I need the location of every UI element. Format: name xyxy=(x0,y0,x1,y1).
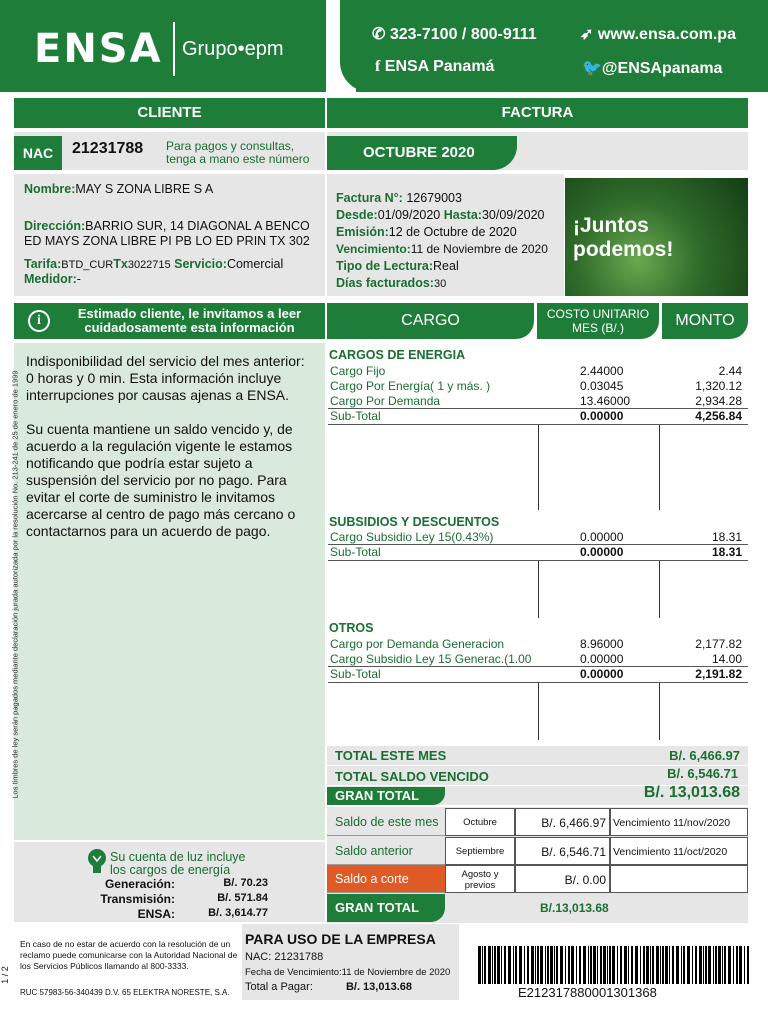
tarifa-label: Tarifa: xyxy=(24,257,62,271)
emision-label: Emisión: xyxy=(336,225,389,239)
barcode-bar xyxy=(728,946,731,984)
barcode-bar xyxy=(550,946,553,984)
barcode-bar xyxy=(739,946,742,984)
luz-value: B/. 571.84 xyxy=(217,892,268,904)
charge-amount: 14.00 xyxy=(711,652,742,666)
luz-title xyxy=(110,851,246,877)
direccion-label: Dirección: xyxy=(24,219,86,233)
desde-label: Desde: xyxy=(336,208,378,222)
barcode-bar xyxy=(494,946,496,984)
barcode-bar xyxy=(718,946,721,984)
barcode-bar xyxy=(590,946,592,984)
barcode-bar xyxy=(646,946,649,984)
barcode-bar xyxy=(695,946,697,984)
barcode-bar xyxy=(687,946,690,984)
grid-line xyxy=(538,425,539,510)
resumen-gran-total-label: GRAN TOTAL xyxy=(327,894,445,922)
luz-label: Transmisión: xyxy=(100,892,175,906)
charge-unit: 0.03045 xyxy=(580,379,624,393)
barcode-bar xyxy=(504,946,506,984)
grid-line xyxy=(659,425,660,510)
charge-row xyxy=(330,394,748,408)
barcode-bar xyxy=(665,946,668,984)
aviso-paragraph-1: Indisponibilidad del servicio del mes anterior: 0 horas y 0 min. Esta información incluye interrupciones por causas ajenas a ENSA. xyxy=(26,353,305,403)
barcode-bar xyxy=(656,946,659,984)
factura-numero-label: Factura N°: xyxy=(336,191,403,205)
subtotal-unit: 0.00000 xyxy=(580,667,624,681)
luz-value: B/. 3,614.77 xyxy=(208,907,268,919)
barcode-bar xyxy=(628,946,629,984)
luz-title-line-1: Su cuenta de luz incluye xyxy=(110,850,246,864)
resumen-gran-total-value: B/.13,013.68 xyxy=(540,901,609,915)
light-bulb-icon xyxy=(86,848,108,876)
barcode-bar xyxy=(484,946,486,984)
barcode-bar xyxy=(650,946,651,984)
aviso-title-bar xyxy=(14,303,325,339)
subtotal-line xyxy=(328,682,748,683)
barcode-bar xyxy=(501,946,502,984)
grid-line xyxy=(538,682,539,740)
otros-title: OTROS xyxy=(329,621,374,635)
charge-amount: 2.44 xyxy=(718,364,742,378)
charge-row xyxy=(330,364,748,378)
resumen-month: Agosto y previos xyxy=(445,865,515,893)
hasta-label: Hasta: xyxy=(443,208,482,222)
energia-title: CARGOS DE ENERGIA xyxy=(329,348,466,362)
cargo-column-header: CARGO xyxy=(327,303,534,339)
send-icon: ➶ xyxy=(580,26,594,43)
resumen-due: Vencimiento 11/nov/2020 xyxy=(610,808,748,836)
empresa-total-label: Total a Pagar: xyxy=(245,981,313,993)
charge-name: Cargo Subsidio Ley 15 Generac.(1.00 xyxy=(330,652,532,666)
monto-column-header: MONTO xyxy=(662,303,748,339)
ensa-logo: ENSA xyxy=(34,26,163,72)
luz-title-line-2: los cargos de energía xyxy=(110,863,231,877)
charge-name: Cargo Fijo xyxy=(330,364,386,378)
barcode-bar xyxy=(631,946,633,984)
charge-name: Cargo por Demanda Generacion xyxy=(330,637,505,651)
charge-unit: 8.96000 xyxy=(580,637,624,651)
barcode-bar xyxy=(554,946,555,984)
barcode-bar xyxy=(652,946,654,984)
footer-note: En caso de no estar de acuerdo con la resolución de un reclamo puede comunicarse con la Autoridad Nacional de los Servicios Públicos llamando al 800-3333. xyxy=(20,939,238,971)
header-right-band xyxy=(340,0,768,92)
vencimiento-value: 11 de Noviembre de 2020 xyxy=(410,242,548,256)
barcode-bar xyxy=(524,946,525,984)
facebook-contact[interactable] xyxy=(375,58,494,76)
charge-name: Cargo Por Energía( 1 y más. ) xyxy=(330,379,491,393)
barcode-bar xyxy=(607,946,608,984)
tarifa-row xyxy=(24,257,283,286)
barcode-bar xyxy=(617,946,618,984)
resumen-amount: B/. 6,546.71 xyxy=(515,837,610,865)
charge-amount: 18.31 xyxy=(711,530,742,544)
costo-column-header xyxy=(537,303,659,339)
barcode-text: E212317880001301368 xyxy=(518,985,657,1000)
barcode-bar xyxy=(576,946,577,984)
tarifa-value: BTD_CUR xyxy=(61,259,114,271)
luz-label: Generación: xyxy=(104,877,175,891)
barcode-bar xyxy=(482,946,483,984)
resumen-label: Saldo de este mes xyxy=(327,808,445,836)
barcode-bar xyxy=(560,946,563,984)
factura-numero: 12679003 xyxy=(406,191,462,205)
barcode-bar xyxy=(545,946,546,984)
barcode-bar xyxy=(597,946,598,984)
hasta-value: 30/09/2020 xyxy=(481,208,545,222)
twitter-icon: 🐦 xyxy=(582,60,602,77)
logo-separator xyxy=(173,22,175,76)
resumen-label: Saldo a corte xyxy=(327,865,445,893)
twitter-contact[interactable] xyxy=(582,58,722,78)
nombre-value: MAY S ZONA LIBRE S A xyxy=(75,182,214,196)
barcode-bar xyxy=(556,946,558,984)
desde-value: 01/09/2020 xyxy=(377,208,441,222)
grid-line xyxy=(538,560,539,618)
page-number: 1 / 2 xyxy=(0,966,10,984)
barcode-bar xyxy=(683,946,685,984)
vencimiento-label: Vencimiento: xyxy=(336,242,411,256)
nac-note-line-1: Para pagos y consultas, xyxy=(166,139,295,153)
direccion-line-1: BARRIO SUR, 14 DIAGONAL A BENCO xyxy=(85,219,310,233)
nac-label: NAC xyxy=(14,136,62,170)
factura-title: FACTURA xyxy=(327,98,748,128)
lectura-value: Real xyxy=(433,259,459,273)
charge-amount: 2,177.82 xyxy=(695,637,742,651)
promo-image xyxy=(565,178,748,296)
resumen-due xyxy=(610,865,748,893)
charge-unit: 13.46000 xyxy=(580,394,631,408)
gran-total-value: B/. 13,013.68 xyxy=(643,784,740,801)
barcode-bar xyxy=(635,946,638,984)
barcode-bar xyxy=(603,946,606,984)
barcode-bar xyxy=(705,946,707,984)
barcode-bar xyxy=(609,946,611,984)
barcode-bar xyxy=(662,946,664,984)
medidor-value: - xyxy=(76,272,81,286)
cliente-title: CLIENTE xyxy=(14,98,325,128)
barcode-bar xyxy=(513,946,514,984)
barcode-bar xyxy=(547,946,549,984)
subtotal-unit: 0.00000 xyxy=(580,409,624,423)
empresa-details xyxy=(245,950,450,995)
barcode-bar xyxy=(699,946,702,984)
barcode-bar xyxy=(515,946,517,984)
barcode-bar xyxy=(568,946,570,984)
total-mes-row xyxy=(327,746,748,765)
charge-row xyxy=(330,379,748,393)
barcode-bar xyxy=(492,946,493,984)
subtotal-label: Sub-Total xyxy=(330,545,381,559)
empresa-total-value: B/. 13,013.68 xyxy=(345,981,412,993)
barcode-bar xyxy=(703,946,704,984)
barcode-bar xyxy=(583,946,586,984)
barcode-bar xyxy=(681,946,682,984)
gran-total-label: GRAN TOTAL xyxy=(327,787,445,805)
grid-line xyxy=(659,560,660,618)
lectura-label: Tipo de Lectura: xyxy=(336,259,434,273)
nombre-label: Nombre: xyxy=(24,182,76,196)
subsidios-title: SUBSIDIOS Y DESCUENTOS xyxy=(329,515,500,529)
charge-amount: 2,934.28 xyxy=(695,394,742,408)
barcode-bar xyxy=(600,946,602,984)
charge-amount: 1,320.12 xyxy=(695,379,742,393)
barcode-bar xyxy=(640,946,641,984)
nac-note xyxy=(166,140,309,166)
info-icon: i xyxy=(28,310,50,332)
subsidios-subtotal xyxy=(330,545,748,559)
resumen-due: Vencimiento 11/oct/2020 xyxy=(610,837,748,865)
resumen-amount: B/. 0.00 xyxy=(515,865,610,893)
barcode-bar xyxy=(593,946,596,984)
barcode-bar xyxy=(571,946,574,984)
barcode-bar xyxy=(519,946,522,984)
phone-icon: ✆ xyxy=(372,26,386,43)
dias-label: Días facturados: xyxy=(336,276,434,290)
barcode-bars xyxy=(478,946,752,984)
phone-contact xyxy=(372,24,537,44)
periodo-label: OCTUBRE 2020 xyxy=(327,136,517,170)
total-vencido-value: B/. 6,546.71 xyxy=(667,766,738,781)
total-vencido-row xyxy=(327,766,748,785)
charge-unit: 0.00000 xyxy=(580,530,624,544)
subtotal-label: Sub-Total xyxy=(330,667,381,681)
barcode-bar xyxy=(715,946,717,984)
tx-value: 3022715 xyxy=(127,259,171,271)
direccion-line-2: ED MAYS ZONA LIBRE PI PB LO ED PRIN TX 302 xyxy=(24,234,310,248)
servicio-label: Servicio: xyxy=(174,257,227,271)
website-link[interactable]: www.ensa.com.pa xyxy=(597,26,736,43)
barcode-bar xyxy=(478,946,481,984)
resumen-amount: B/. 6,466.97 xyxy=(515,808,610,836)
grid-line xyxy=(659,682,660,740)
barcode-bar xyxy=(672,946,674,984)
barcode-bar xyxy=(497,946,500,984)
barcode-bar xyxy=(612,946,615,984)
costo-header-line-1: COSTO UNITARIO xyxy=(546,307,650,321)
charge-unit: 0.00000 xyxy=(580,652,624,666)
facebook-link[interactable]: ENSA Panamá xyxy=(384,58,495,75)
luz-value: B/. 70.23 xyxy=(223,877,268,889)
empresa-nac: NAC: 21231788 xyxy=(245,951,324,963)
barcode-bar xyxy=(531,946,534,984)
resumen-month: Septiembre xyxy=(445,837,515,865)
barcode-bar xyxy=(676,946,679,984)
charge-row xyxy=(330,637,748,651)
total-mes-value: B/. 6,466.97 xyxy=(669,748,740,763)
barcode-bar xyxy=(708,946,711,984)
factura-details xyxy=(336,190,566,293)
costo-header-line-2: MES (B/.) xyxy=(571,321,624,335)
barcode-bar xyxy=(620,946,622,984)
subtotal-unit: 0.00000 xyxy=(580,545,624,559)
aviso-title-line-1: Estimado cliente, le invitamos a leer xyxy=(77,306,302,321)
barcode-bar xyxy=(488,946,491,984)
medidor-label: Medidor: xyxy=(24,272,77,286)
barcode xyxy=(478,946,752,984)
barcode-bar xyxy=(713,946,714,984)
barcode-bar xyxy=(508,946,511,984)
dias-value: 30 xyxy=(433,278,447,290)
empresa-title: PARA USO DE LA EMPRESA xyxy=(245,931,436,947)
aviso-paragraph-2: Su cuenta mantiene un saldo vencido y, de acuerdo a la regulación vigente le estamos notificando que podría estar sujeto a suspensión del servicio por no pago. Para evitar el corte de suministro le invitamos acercarse al centro de pago más cercano o contactarnos para un acuerdo de pago. xyxy=(26,421,296,539)
subtotal-amount: 2,191.82 xyxy=(695,667,742,681)
aviso-text xyxy=(26,353,316,540)
subtotal-label: Sub-Total xyxy=(330,409,381,423)
resumen-month: Octubre xyxy=(445,808,515,836)
aviso-title xyxy=(62,307,317,335)
barcode-bar xyxy=(527,946,529,984)
charge-unit: 2.44000 xyxy=(580,364,624,378)
barcode-bar xyxy=(733,946,734,984)
nac-number: 21231788 xyxy=(72,140,144,157)
web-contact[interactable] xyxy=(580,24,736,44)
barcode-bar xyxy=(669,946,670,984)
barcode-bar xyxy=(692,946,693,984)
energia-subtotal xyxy=(330,409,748,423)
emision-value: 12 de Octubre de 2020 xyxy=(388,225,517,239)
barcode-bar xyxy=(579,946,581,984)
charge-row xyxy=(330,530,748,544)
barcode-bar xyxy=(747,946,749,984)
header-curve xyxy=(340,0,370,92)
charge-name: Cargo Subsidio Ley 15(0.43%) xyxy=(330,530,494,544)
side-legal-note: Los timbres de ley serán pagados mediante declaración jurada autorizada por la resolución No. 213-241 de 25 de enero de 1999 xyxy=(10,370,20,799)
empresa-vencimiento: Fecha de Vencimiento:11 de Noviembre de 2020 xyxy=(245,967,451,978)
resumen-label: Saldo anterior xyxy=(327,837,445,865)
luz-label: ENSA: xyxy=(137,907,175,921)
facebook-icon: f xyxy=(375,58,381,75)
direccion-row xyxy=(24,219,324,249)
barcode-bar xyxy=(535,946,536,984)
otros-subtotal xyxy=(330,667,748,681)
tx-label: Tx xyxy=(113,257,128,271)
subtotal-line xyxy=(328,560,748,561)
charge-row xyxy=(330,652,748,666)
phone-number: 323-7100 / 800-9111 xyxy=(389,26,537,43)
grupo-epm-logo: Grupo•epm xyxy=(182,38,284,60)
barcode-bar xyxy=(724,946,726,984)
barcode-bar xyxy=(744,946,745,984)
nac-note-line-2: tenga a mano este número xyxy=(166,152,310,166)
barcode-bar xyxy=(643,946,645,984)
nombre-row xyxy=(24,182,213,196)
servicio-value: Comercial xyxy=(226,257,284,271)
barcode-bar xyxy=(565,946,566,984)
aviso-title-line-2: cuidadosamente esta información xyxy=(84,320,295,335)
barcode-bar xyxy=(540,946,543,984)
barcode-bar xyxy=(624,946,627,984)
total-mes-label: TOTAL ESTE MES xyxy=(335,748,447,763)
twitter-link[interactable]: @ENSApanama xyxy=(601,60,723,77)
charge-name: Cargo Por Demanda xyxy=(330,394,441,408)
barcode-bar xyxy=(660,946,661,984)
barcode-bar xyxy=(588,946,589,984)
promo-text: ¡Juntos podemos! xyxy=(573,214,674,261)
barcode-bar xyxy=(537,946,539,984)
total-vencido-label: TOTAL SALDO VENCIDO xyxy=(335,769,489,784)
subtotal-amount: 18.31 xyxy=(711,545,742,559)
subtotal-amount: 4,256.84 xyxy=(695,409,742,423)
subtotal-line xyxy=(328,424,748,425)
footer-ruc: RUC 57983-56-340439 D.V. 65 ELEKTRA NORESTE, S.A. xyxy=(20,988,230,997)
barcode-bar xyxy=(722,946,723,984)
barcode-bar xyxy=(736,946,738,984)
